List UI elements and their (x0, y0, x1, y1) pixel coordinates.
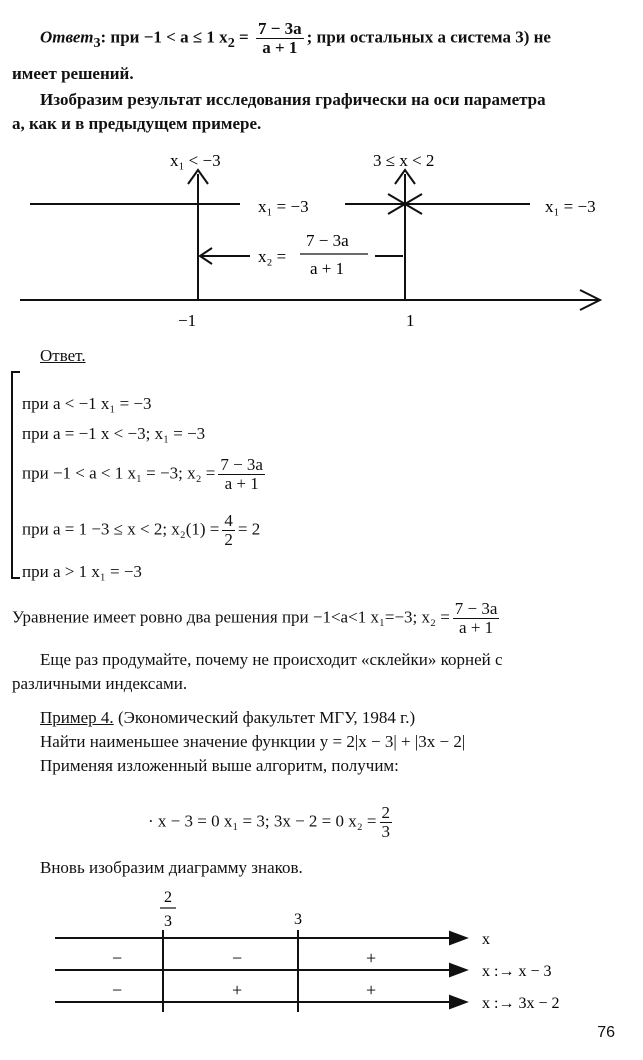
case-row-3-den: a + 1 (218, 474, 265, 493)
answer3-line (40, 20, 551, 57)
x2-label: x₂ = (258, 247, 287, 266)
two-solutions-den: a + 1 (453, 618, 500, 637)
case-row-4 (22, 512, 260, 549)
answer3-suffix: ; при остальных a система 3) не (306, 27, 551, 47)
apply-line: Применяя изложенный выше алгоритм, получим: (40, 756, 399, 775)
roots-line (148, 804, 395, 841)
para-depict-1: Изобразим результат исследования графически на оси параметра (40, 90, 546, 109)
row-axis-x-minus-3-head (450, 964, 466, 976)
answer3-label: Ответ (40, 27, 94, 47)
x2-den: a + 1 (310, 259, 345, 278)
case-row-4-fraction (222, 512, 235, 549)
case-row-3-fraction (218, 456, 265, 493)
no-solutions-line: имеет решений. (12, 64, 134, 83)
case-row-1: при a < −1 x₁ = −3 (22, 394, 152, 413)
sign-r3-c1: − (112, 980, 123, 1000)
two-solutions-fraction (453, 600, 500, 637)
answer3-den: a + 1 (256, 38, 304, 57)
para-think-2: различными индексами. (12, 674, 188, 693)
tick-left-label: −1 (178, 311, 197, 330)
sign-r2-c2: − (232, 948, 243, 968)
page-number: 76 (597, 1024, 615, 1041)
case-row-4-tail: = 2 (237, 519, 261, 539)
roots-den: 3 (381, 822, 391, 841)
answer3-fraction (256, 20, 304, 57)
answer3-sub: 3 (93, 34, 101, 51)
para-depict-2: a, как и в предыдущем примере. (12, 114, 262, 133)
row-axis-x-head (450, 932, 466, 944)
answer3-x2-sub: 2 (227, 34, 235, 51)
example4-source: (Экономический факультет МГУ, 1984 г.) (113, 708, 416, 727)
two-solutions-text: Уравнение имеет ровно два решения при −1<a<1 x₁=−3; x₂ = (12, 607, 450, 627)
row3-label: x :→ 3x − 2 (482, 995, 560, 1012)
para-think-1: Еще раз продумайте, почему не происходит «склейки» корней с (40, 650, 503, 669)
task-line: Найти наименьшее значение функции y = 2|x − 3| + |3x − 2| (40, 732, 466, 751)
example4-line (40, 708, 415, 728)
answer-heading: Ответ. (40, 346, 86, 365)
case-row-4-den: 2 (224, 530, 233, 549)
tick1-den: 3 (164, 913, 172, 930)
example4-title: Пример 4. (40, 708, 114, 727)
case-row-5: при a > 1 x₁ = −3 (22, 562, 142, 581)
case-row-3 (22, 456, 268, 493)
tick1-num: 2 (164, 889, 172, 906)
sign-r2-c3: + (366, 948, 377, 968)
tick2-label: 3 (294, 911, 302, 928)
x2-num: 7 − 3a (306, 231, 349, 250)
sign-diagram (0, 884, 643, 1030)
case-row-4-num: 4 (224, 511, 233, 530)
two-solutions-num: 7 − 3a (454, 599, 498, 618)
case-row-3-num: 7 − 3a (220, 455, 263, 474)
case-row-4-text: при a = 1 −3 ≤ x < 2; x₂(1) = (22, 519, 220, 539)
answer3-prefix: : при −1 < a ≤ 1 x (100, 27, 228, 47)
sign-r3-c3: + (366, 980, 377, 1000)
sign-r2-c1: − (112, 948, 123, 968)
answer3-num: 7 − 3a (257, 19, 302, 38)
answer3-eq: = (234, 27, 253, 47)
seg-left-label: x₁ = −3 (258, 197, 309, 216)
sign-heading: Вновь изобразим диаграмму знаков. (40, 858, 303, 877)
row1-label: x (482, 931, 490, 948)
case-row-2: при a = −1 x < −3; x₁ = −3 (22, 424, 206, 443)
row-axis-3x-minus-2-head (450, 996, 466, 1008)
case-row-3-text: при −1 < a < 1 x₁ = −3; x₂ = (22, 463, 216, 483)
roots-fraction (380, 804, 393, 841)
parameter-axis-diagram (0, 140, 643, 340)
tick-right-label: 1 (406, 311, 415, 330)
row2-label: x :→ x − 3 (482, 963, 552, 980)
roots-text: · x − 3 = 0 x₁ = 3; 3x − 2 = 0 x₂ = (148, 811, 377, 831)
sign-r3-c2: + (232, 980, 243, 1000)
two-solutions-line (12, 600, 502, 637)
label-left-top: x₁ < −3 (170, 151, 221, 170)
roots-num: 2 (381, 803, 391, 822)
seg-right-label: x₁ = −3 (545, 197, 596, 216)
label-right-top: 3 ≤ x < 2 (373, 151, 435, 170)
